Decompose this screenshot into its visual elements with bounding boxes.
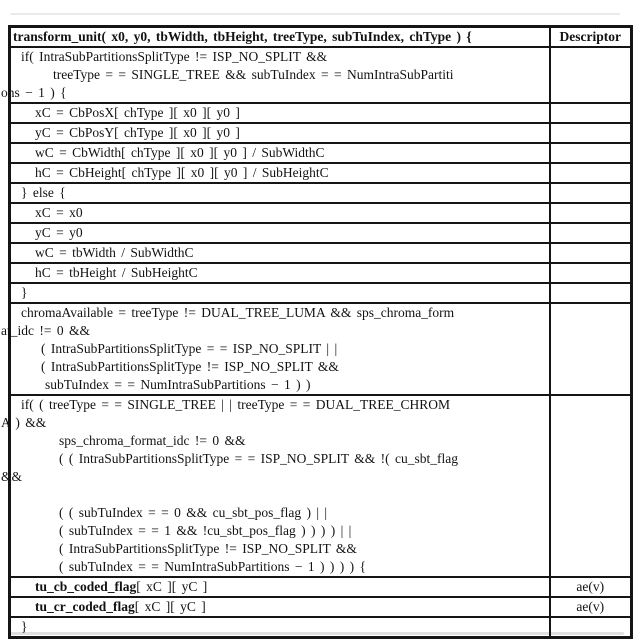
syntax-table <box>1 25 633 639</box>
syntax-cell <box>10 103 550 123</box>
descriptor-cell <box>550 263 632 283</box>
syntax-element-indices: [ xC ][ yC ] <box>136 579 208 594</box>
syntax-line: ons − 1 ) { <box>1 85 67 100</box>
table-row <box>10 47 632 103</box>
syntax-line: ( IntraSubPartitionsSplitType != ISP_NO_SPLIT && <box>59 541 357 556</box>
syntax-line: sps_chroma_format_idc != 0 && <box>59 433 246 448</box>
syntax-line: } <box>21 285 28 300</box>
syntax-cell <box>10 163 550 183</box>
table-row <box>10 395 632 577</box>
syntax-cell <box>1 303 550 395</box>
syntax-line: wC = tbWidth / SubWidthC <box>35 245 194 260</box>
descriptor-cell <box>550 47 632 103</box>
table-row <box>10 163 632 183</box>
descriptor-cell: ae(v) <box>550 597 632 617</box>
syntax-line: hC = tbHeight / SubHeightC <box>35 265 198 280</box>
descriptor-cell <box>550 283 632 303</box>
syntax-line: ( IntraSubPartitionsSplitType != ISP_NO_SPLIT && <box>41 359 339 374</box>
syntax-line: chromaAvailable = treeType != DUAL_TREE_LUMA && sps_chroma_form <box>21 305 455 320</box>
descriptor-cell <box>550 203 632 223</box>
descriptor-cell <box>550 103 632 123</box>
descriptor-cell <box>550 163 632 183</box>
syntax-line: ( ( IntraSubPartitionsSplitType = = ISP_NO_SPLIT && !( cu_sbt_flag <box>59 451 459 466</box>
table-row <box>10 577 632 597</box>
table-header-row <box>10 27 632 48</box>
descriptor-cell <box>550 123 632 143</box>
table-row <box>10 183 632 203</box>
syntax-line: hC = CbHeight[ chType ][ x0 ][ y0 ] / SubHeightC <box>35 165 329 180</box>
syntax-cell <box>10 223 550 243</box>
syntax-line: subTuIndex = = NumIntraSubPartitions − 1 ) ) <box>45 377 311 392</box>
scan-artifact-top <box>10 13 620 15</box>
syntax-cell <box>10 263 550 283</box>
table-row <box>10 103 632 123</box>
syntax-line <box>13 578 547 596</box>
syntax-line: yC = y0 <box>35 225 83 240</box>
syntax-cell <box>10 183 550 203</box>
syntax-line: if( IntraSubPartitionsSplitType != ISP_NO_SPLIT && <box>21 49 328 64</box>
descriptor-cell <box>550 223 632 243</box>
syntax-line: if( ( treeType = = SINGLE_TREE | | treeType = = DUAL_TREE_CHROM <box>21 397 451 412</box>
syntax-line: wC = CbWidth[ chType ][ x0 ][ y0 ] / SubWidthC <box>35 145 325 160</box>
syntax-cell <box>1 47 550 103</box>
table-row <box>10 203 632 223</box>
descriptor-cell <box>550 143 632 163</box>
syntax-table-body <box>1 27 632 638</box>
syntax-line: } <box>21 619 28 634</box>
descriptor-cell <box>550 617 632 638</box>
syntax-cell <box>10 577 550 597</box>
syntax-line: ( subTuIndex = = 1 && !cu_sbt_pos_flag ) ) ) ) | | <box>59 523 352 538</box>
syntax-line: yC = CbPosY[ chType ][ x0 ][ y0 ] <box>35 125 240 140</box>
syntax-cell <box>10 597 550 617</box>
syntax-cell <box>10 617 550 638</box>
syntax-cell <box>10 203 550 223</box>
syntax-line: } else { <box>21 185 66 200</box>
syntax-line: ( ( subTuIndex = = 0 && cu_sbt_pos_flag ) | | <box>59 505 328 520</box>
syntax-line: xC = CbPosX[ chType ][ x0 ][ y0 ] <box>35 105 240 120</box>
syntax-line: xC = x0 <box>35 205 83 220</box>
syntax-element-indices: [ xC ][ yC ] <box>134 599 206 614</box>
descriptor-cell: ae(v) <box>550 577 632 597</box>
table-row <box>10 223 632 243</box>
syntax-line: treeType = = SINGLE_TREE && subTuIndex = = NumIntraSubPartiti <box>53 67 454 82</box>
descriptor-cell <box>550 395 632 577</box>
syntax-structure-title-text: transform_unit( x0, y0, tbWidth, tbHeight, treeType, subTuIndex, chType ) { <box>13 29 472 44</box>
syntax-cell <box>10 283 550 303</box>
syntax-cell <box>10 143 550 163</box>
table-row <box>10 597 632 617</box>
syntax-line: ( IntraSubPartitionsSplitType = = ISP_NO_SPLIT | | <box>41 341 338 356</box>
syntax-element-name: tu_cb_coded_flag <box>35 579 137 594</box>
syntax-element-name: tu_cr_coded_flag <box>35 599 135 614</box>
table-row <box>10 243 632 263</box>
table-row <box>10 123 632 143</box>
syntax-line: at_idc != 0 && <box>1 323 90 338</box>
syntax-line: A ) && <box>1 415 47 430</box>
table-row <box>10 263 632 283</box>
syntax-line: ( subTuIndex = = NumIntraSubPartitions − 1 ) ) ) ) { <box>59 559 366 574</box>
syntax-cell <box>1 395 550 577</box>
descriptor-cell <box>550 243 632 263</box>
table-row <box>10 283 632 303</box>
table-row <box>10 143 632 163</box>
descriptor-column-header: Descriptor <box>550 27 632 48</box>
table-row <box>10 303 632 395</box>
syntax-cell <box>10 123 550 143</box>
table-row <box>10 617 632 638</box>
syntax-line: && <box>1 469 23 484</box>
syntax-line <box>13 598 547 616</box>
syntax-cell <box>10 243 550 263</box>
syntax-structure-title <box>10 27 550 48</box>
descriptor-cell <box>550 303 632 395</box>
descriptor-cell <box>550 183 632 203</box>
syntax-line <box>13 486 547 504</box>
